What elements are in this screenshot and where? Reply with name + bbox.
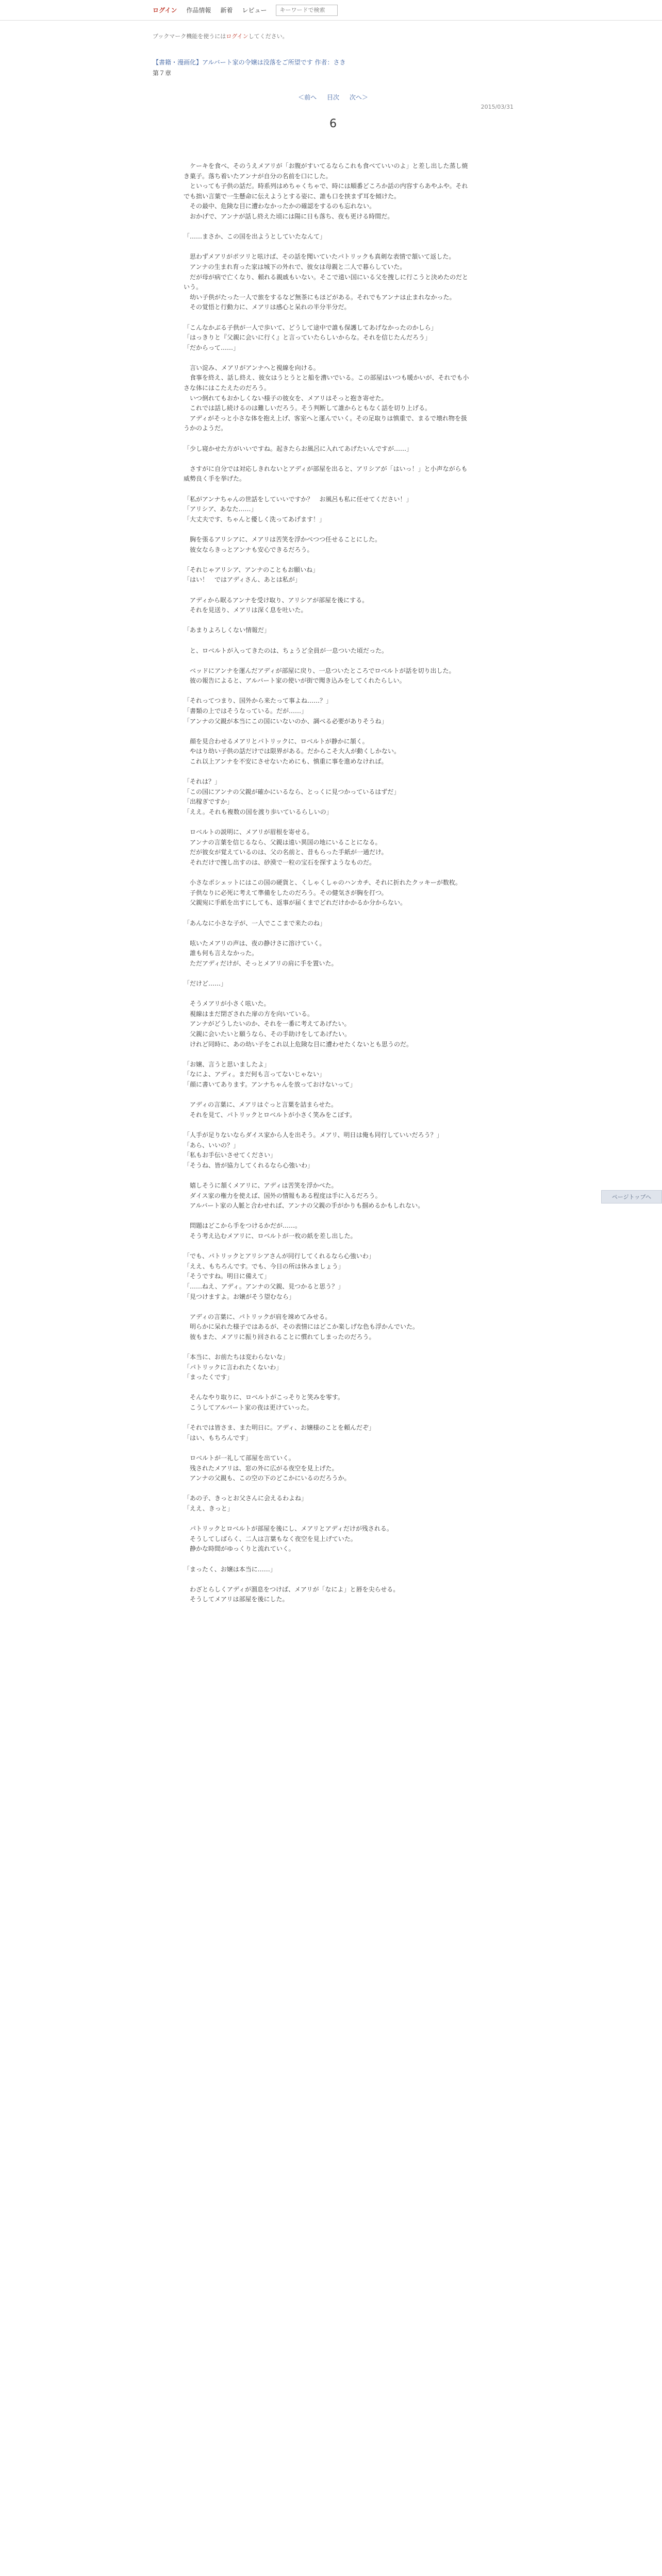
body-paragraph: 呟いたメアリの声は、夜の静けさに溶けていく。 xyxy=(184,939,326,947)
body-paragraph: 「出稼ぎですか」 xyxy=(184,798,234,806)
body-paragraph xyxy=(184,524,472,535)
body-paragraph: 「なによ、アディ。まだ何も言ってないじゃない」 xyxy=(184,1071,326,1078)
body-paragraph: そんなやり取りに、ロベルトがこっそりと笑みを零す。 xyxy=(184,1394,344,1401)
body-paragraph: これ以上アンナを不安にさせないためにも、慎重に事を進めなければ。 xyxy=(184,758,388,766)
body-paragraph: アディの言葉に、パトリックが肩を竦めてみせる。 xyxy=(184,1313,332,1320)
chapter-label: 第７章 xyxy=(153,70,172,77)
body-paragraph: 「本当に、お前たちは変わらないな」 xyxy=(184,1353,289,1361)
body-paragraph: 「……ねえ、アディ。アンナの父親、見つかると思う？」 xyxy=(184,1282,344,1290)
body-paragraph: 「あんなに小さな子が、一人でここまで来たのね」 xyxy=(184,919,326,927)
body-paragraph: 彼女ならきっとアンナも安心できるだろう。 xyxy=(184,546,313,553)
body-paragraph: 「まったくです」 xyxy=(184,1374,234,1381)
body-paragraph xyxy=(184,434,472,444)
body-paragraph xyxy=(184,868,472,878)
body-paragraph: 「パトリックに言われたくないわ」 xyxy=(184,1363,283,1371)
body-paragraph: 思わずメアリがポツリと呟けば、その話を聞いていたパトリックも真剣な表情で頷いて返した。 xyxy=(184,253,455,261)
body-paragraph: いつ倒れてもおかしくない様子の彼女を、メアリはそっと抱き寄せた。 xyxy=(184,394,388,402)
body-paragraph: アンナがどうしたいのか、それを一番に考えてあげたい。 xyxy=(184,1020,351,1028)
body-paragraph xyxy=(184,656,472,666)
body-paragraph: それを見て、パトリックとロベルトが小さく笑みをこぼす。 xyxy=(184,1111,356,1118)
body-paragraph xyxy=(184,989,472,999)
body-paragraph: だが母が病で亡くなり、頼れる親戚もいない。そこで遠い国にいる父を捜しに行こうと決めたのだという。 xyxy=(184,273,469,291)
body-paragraph: 子供なりに必死に考えて準備をしたのだろう。その健気さが胸を打つ。 xyxy=(184,889,388,896)
body-paragraph: そうしてメアリは部屋を後にした。 xyxy=(184,1596,289,1603)
body-paragraph: アンナの生まれ育った家は城下の外れで、彼女は母親と二人で暮らしていた。 xyxy=(184,263,406,270)
body-paragraph: 「はっきりと『父親に会いに行く』と言っていたらしいからな。それを信じたんだろう」 xyxy=(184,334,432,342)
body-paragraph: ロベルトの説明に、メアリが眉根を寄せる。 xyxy=(184,828,313,836)
body-paragraph xyxy=(184,1211,472,1222)
body-paragraph xyxy=(184,242,472,252)
body-paragraph: 視線はまだ閉ざされた扉の方を向いている。 xyxy=(184,1010,314,1018)
body-paragraph xyxy=(184,313,472,323)
prev-link[interactable]: ＜前へ xyxy=(298,94,317,101)
body-paragraph: これでは話し続けるのは難しいだろう。そう判断して誰からともなく話を切り上げる。 xyxy=(184,404,432,412)
body-paragraph: 「書類の上ではそうなっている。だが……」 xyxy=(184,707,308,715)
body-paragraph: 「それじゃアリシア、アンナのこともお願いね」 xyxy=(184,566,319,573)
body-paragraph: 「顔に書いてあります。アンナちゃんを放っておけないって」 xyxy=(184,1081,356,1089)
page-top-button[interactable]: ページトップへ xyxy=(601,1190,662,1204)
bookmark-notice xyxy=(153,32,514,40)
body-paragraph xyxy=(184,353,472,363)
body-paragraph: といっても子供の話だ。時系列はめちゃくちゃで、時には順番どころか話の内容すらあやふや。それでも拙い言葉で一生懸命に伝えようとする姿に、誰も口を挟まず耳を傾けた。 xyxy=(184,182,468,200)
body-paragraph: 「この国にアンナの父親が確かにいるなら、とっくに見つかっているはずだ」 xyxy=(184,788,400,795)
body-paragraph: こうしてアルバート家の夜は更けていった。 xyxy=(184,1404,313,1412)
body-paragraph xyxy=(184,726,472,737)
series-title-link[interactable]: 【書籍・漫画化】アルバート家の令嬢は没落をご所望です 作者：さき xyxy=(153,59,346,66)
body-paragraph: アディがそっと小さな体を抱え上げ、客室へと運んでいく。その足取りは慎重で、まるで壊れ物を扱うかのようだ。 xyxy=(184,414,467,432)
notice-after: してください。 xyxy=(248,33,288,40)
body-paragraph xyxy=(184,1443,472,1453)
body-paragraph: その覚悟と行動力に、メアリは感心と呆れの半分半分だ。 xyxy=(184,303,351,311)
body-paragraph xyxy=(184,616,472,626)
body-paragraph: やはり幼い子供の話だけでは限界がある。だからこそ大人が動くしかない。 xyxy=(184,748,401,755)
body-paragraph: わざとらしくアディが溜息をつけば、メアリが「なによ」と唇を尖らせる。 xyxy=(184,1585,400,1593)
body-paragraph: 言い淀み、メアリがアンナへと視線を向ける。 xyxy=(184,364,320,371)
body-paragraph xyxy=(184,908,472,919)
body-paragraph xyxy=(184,1120,472,1130)
body-paragraph: それを見送り、メアリは深く息を吐いた。 xyxy=(184,606,307,614)
body-paragraph: 父親宛に手紙を出すにしても、返事が届くまでどれだけかかるか分からない。 xyxy=(184,899,407,907)
body-paragraph xyxy=(184,454,472,464)
body-paragraph: 「……まさか、この国を出ようとしていたなんて」 xyxy=(184,233,326,241)
notice-login-link[interactable]: ログイン xyxy=(226,33,249,40)
nav-works-link[interactable]: 作品情報 xyxy=(186,7,211,14)
body-paragraph: その最中、危険な目に遭わなかったかの確認をするのも忘れない。 xyxy=(184,202,376,210)
body-paragraph xyxy=(184,969,472,979)
body-paragraph: 残されたメアリは、窓の外に広がる夜空を見上げた。 xyxy=(184,1464,338,1472)
body-paragraph: パトリックとロベルトが部屋を後にし、メアリとアディだけが残される。 xyxy=(184,1525,393,1533)
novel-body xyxy=(153,161,472,1605)
body-paragraph: 胸を張るアリシアに、メアリは苦笑を浮かべつつ任せることにした。 xyxy=(184,535,382,543)
content-wrapper xyxy=(153,32,514,1605)
body-paragraph xyxy=(184,1574,472,1585)
body-paragraph: 「アリシア、あなた……」 xyxy=(184,505,257,513)
body-paragraph: 静かな時間がゆっくりと流れていく。 xyxy=(184,1545,295,1553)
body-paragraph: 小さなポシェットにはこの国の硬貨と、くしゃくしゃのハンカチ、それに折れたクッキーが数枚。 xyxy=(184,879,461,887)
top-nav xyxy=(0,0,662,21)
pager xyxy=(153,93,514,101)
notice-before: ブックマーク機能を使うには xyxy=(153,33,226,40)
body-paragraph: 「こんなかぶる子供が一人で歩いて、どうして途中で誰も保護してあげなかったのかしら」 xyxy=(184,324,437,331)
body-paragraph xyxy=(184,636,472,646)
body-paragraph: 「ええ、もちろんです。でも、今日の所は休みましょう」 xyxy=(184,1262,344,1270)
body-paragraph xyxy=(184,1484,472,1494)
body-paragraph: 「私がアンナちゃんの世話をしていいですか？ お風呂も私に任せてください！」 xyxy=(184,495,412,503)
body-paragraph xyxy=(184,1302,472,1312)
body-paragraph xyxy=(184,686,472,697)
body-paragraph: 「それってつまり、国外から来たって事よね……？」 xyxy=(184,697,333,705)
search-input[interactable] xyxy=(276,5,338,16)
body-paragraph: 「あら、いいの？」 xyxy=(184,1141,240,1149)
body-paragraph xyxy=(184,1171,472,1181)
body-paragraph: 「アンナの父親が本当にこの国にいないのか、調べる必要がありそうね」 xyxy=(184,717,388,725)
body-paragraph: そう考え込むメアリに、ロベルトが一枚の紙を差し出した。 xyxy=(184,1232,357,1240)
body-paragraph: アディの言葉に、メアリはぐっと言葉を詰まらせた。 xyxy=(184,1101,337,1109)
body-paragraph: ダイス家の権力を使えば、国外の情報もある程度は手に入るだろう。 xyxy=(184,1192,382,1199)
body-paragraph: おかげで、アンナが話し終えた頃には陽に日も落ち、夜も更ける時間だ。 xyxy=(184,212,394,220)
body-paragraph: 「ええ。それも複数の国を渡り歩いているらしいの」 xyxy=(184,808,333,816)
body-paragraph: 問題はどこから手をつけるかだが……。 xyxy=(184,1222,302,1230)
body-paragraph: 「はい！ ではアディさん、あとは私が」 xyxy=(184,576,301,584)
body-paragraph: 誰も何も言えなかった。 xyxy=(184,950,258,957)
body-paragraph: 「少し寝かせた方がいいですね。起きたらお風呂に入れてあげたいんですが……」 xyxy=(184,445,413,452)
body-paragraph: 「そうね、皆が協力してくれるなら心強いわ」 xyxy=(184,1161,314,1169)
body-paragraph xyxy=(184,928,472,939)
body-paragraph xyxy=(184,484,472,495)
nav-review-link[interactable]: レビュー xyxy=(242,7,267,14)
body-paragraph: 「はい、もちろんです」 xyxy=(184,1434,252,1442)
body-paragraph: 「私もお手伝いさせてください」 xyxy=(184,1151,277,1159)
body-paragraph xyxy=(184,1090,472,1100)
body-paragraph: そうしてしばらく、二人は言葉もなく夜空を見上げていた。 xyxy=(184,1535,357,1543)
body-paragraph xyxy=(184,1342,472,1352)
body-paragraph: けれど同時に、あの幼い子をこれ以上危険な目に遭わせたくないとも思うのだ。 xyxy=(184,1040,413,1048)
body-paragraph: 「見つけますよ。お嬢がそう望むなら」 xyxy=(184,1293,295,1300)
body-paragraph: 彼もまた、メアリに振り回されることに慣れてしまったのだろう。 xyxy=(184,1333,375,1341)
body-paragraph: 「まったく、お嬢は本当に……」 xyxy=(184,1565,276,1573)
body-paragraph xyxy=(184,1242,472,1252)
body-paragraph xyxy=(184,1049,472,1060)
nav-news-link[interactable]: 新着 xyxy=(220,7,233,14)
body-paragraph: 「お嬢、言うと思いましたよ」 xyxy=(184,1060,271,1068)
body-paragraph: ケーキを食べ、そのうえメアリが「お腹がすいてるならこれも食べていいのよ」と差し出した蒸し焼き菓子。落ち着いたアンナが自分の名前を口にした。 xyxy=(184,162,468,180)
body-paragraph: 嬉しそうに頷くメアリに、アディは苦笑を浮かべた。 xyxy=(184,1181,338,1189)
body-paragraph: 「あの子、きっとお父さんに会えるわよね」 xyxy=(184,1495,308,1502)
body-paragraph: ただアディだけが、そっとメアリの肩に手を置いた。 xyxy=(184,959,338,967)
body-paragraph: 幼い子供がたった一人で旅をするなど無茶にもほどがある。それでもアンナは止まれなかった。 xyxy=(184,293,456,301)
body-paragraph: と、ロベルトが入ってきたのは、ちょうど全員が一息ついた頃だった。 xyxy=(184,647,388,654)
body-paragraph: 「それでは皆さま、また明日に。アディ、お嬢様のことを頼んだぞ」 xyxy=(184,1424,375,1432)
body-paragraph xyxy=(184,818,472,828)
body-paragraph: 食事を終え、話し終え、彼女はうとうとと船を漕いでいる。この部屋はいつも暖かいが、それでも小さな体にはこたえたのだろう。 xyxy=(184,374,469,392)
body-paragraph: 明らかに呆れた様子ではあるが、その表情にはどこか楽しげな色も浮かんでいた。 xyxy=(184,1323,419,1331)
body-paragraph: 「だからって……」 xyxy=(184,344,240,351)
body-paragraph xyxy=(184,555,472,565)
body-paragraph: 「ええ、きっと」 xyxy=(184,1504,234,1512)
body-paragraph: アンナの言葉を信じるなら、父親は遠い異国の地にいることになる。 xyxy=(184,838,382,846)
body-paragraph xyxy=(184,767,472,777)
login-link[interactable]: ログイン xyxy=(153,7,177,14)
body-paragraph: アルバート家の人脈と合わせれば、アンナの父親の手がかりも掴めるかもしれない。 xyxy=(184,1202,424,1210)
body-paragraph: アディから眠るアンナを受け取り、アリシアが部屋を後にする。 xyxy=(184,596,369,604)
body-paragraph: 「人手が足りないならダイス家から人を出そう。メアリ、明日は俺も同行していいだろう？」 xyxy=(184,1131,443,1139)
body-paragraph xyxy=(184,1413,472,1423)
body-paragraph: ロベルトが一礼して部屋を出ていく。 xyxy=(184,1454,295,1462)
body-paragraph: ベッドにアンナを運んだアディが部屋に戻り、一息ついたところでロベルトが話を切り出した。 xyxy=(184,667,455,674)
body-paragraph: 顔を見合わせるメアリとパトリックに、ロベルトが静かに頷く。 xyxy=(184,737,369,745)
toc-link[interactable]: 目次 xyxy=(326,94,339,101)
body-paragraph xyxy=(184,585,472,596)
body-paragraph: アンナの父親も、この空の下のどこかにいるのだろうか。 xyxy=(184,1475,351,1482)
post-date: 2015/03/31 xyxy=(481,104,514,110)
body-paragraph: そうメアリが小さく呟いた。 xyxy=(184,1000,270,1008)
body-paragraph xyxy=(184,1514,472,1524)
body-paragraph: 彼の報告によると、アルバート家の使いが街で聞き込みをしてくれたらしい。 xyxy=(184,677,406,685)
body-paragraph: 「そうですね。明日に備えて」 xyxy=(184,1273,271,1280)
body-paragraph: 父親に会いたいと願うなら、その手助けをしてあげたい。 xyxy=(184,1030,351,1038)
chapter-number: 6 xyxy=(329,117,337,130)
body-paragraph: 「あまりよろしくない情報だ」 xyxy=(184,626,271,634)
body-paragraph: さすがに自分では対応しきれないとアディが部屋を出ると、アリシアが「はいっ！」と小声ながらも威勢良く手を挙げた。 xyxy=(184,465,468,483)
body-paragraph xyxy=(184,1383,472,1393)
next-link[interactable]: 次へ＞ xyxy=(349,94,368,101)
body-paragraph: 「それは？」 xyxy=(184,778,221,786)
body-paragraph xyxy=(184,222,472,232)
body-paragraph: 「でも、パトリックとアリシアさんが同行してくれるなら心強いわ」 xyxy=(184,1252,375,1260)
body-paragraph: 「大丈夫です、ちゃんと優しく洗ってあげます！」 xyxy=(184,515,326,523)
body-paragraph xyxy=(184,1554,472,1565)
body-paragraph: それだけで捜し出すのは、砂漠で一粒の宝石を探すようなものだ。 xyxy=(184,858,376,866)
body-paragraph: 「だけど……」 xyxy=(184,980,227,988)
body-paragraph: だが彼女が覚えているのは、父の名前と、昔もらった手紙が一通だけ。 xyxy=(184,849,388,856)
